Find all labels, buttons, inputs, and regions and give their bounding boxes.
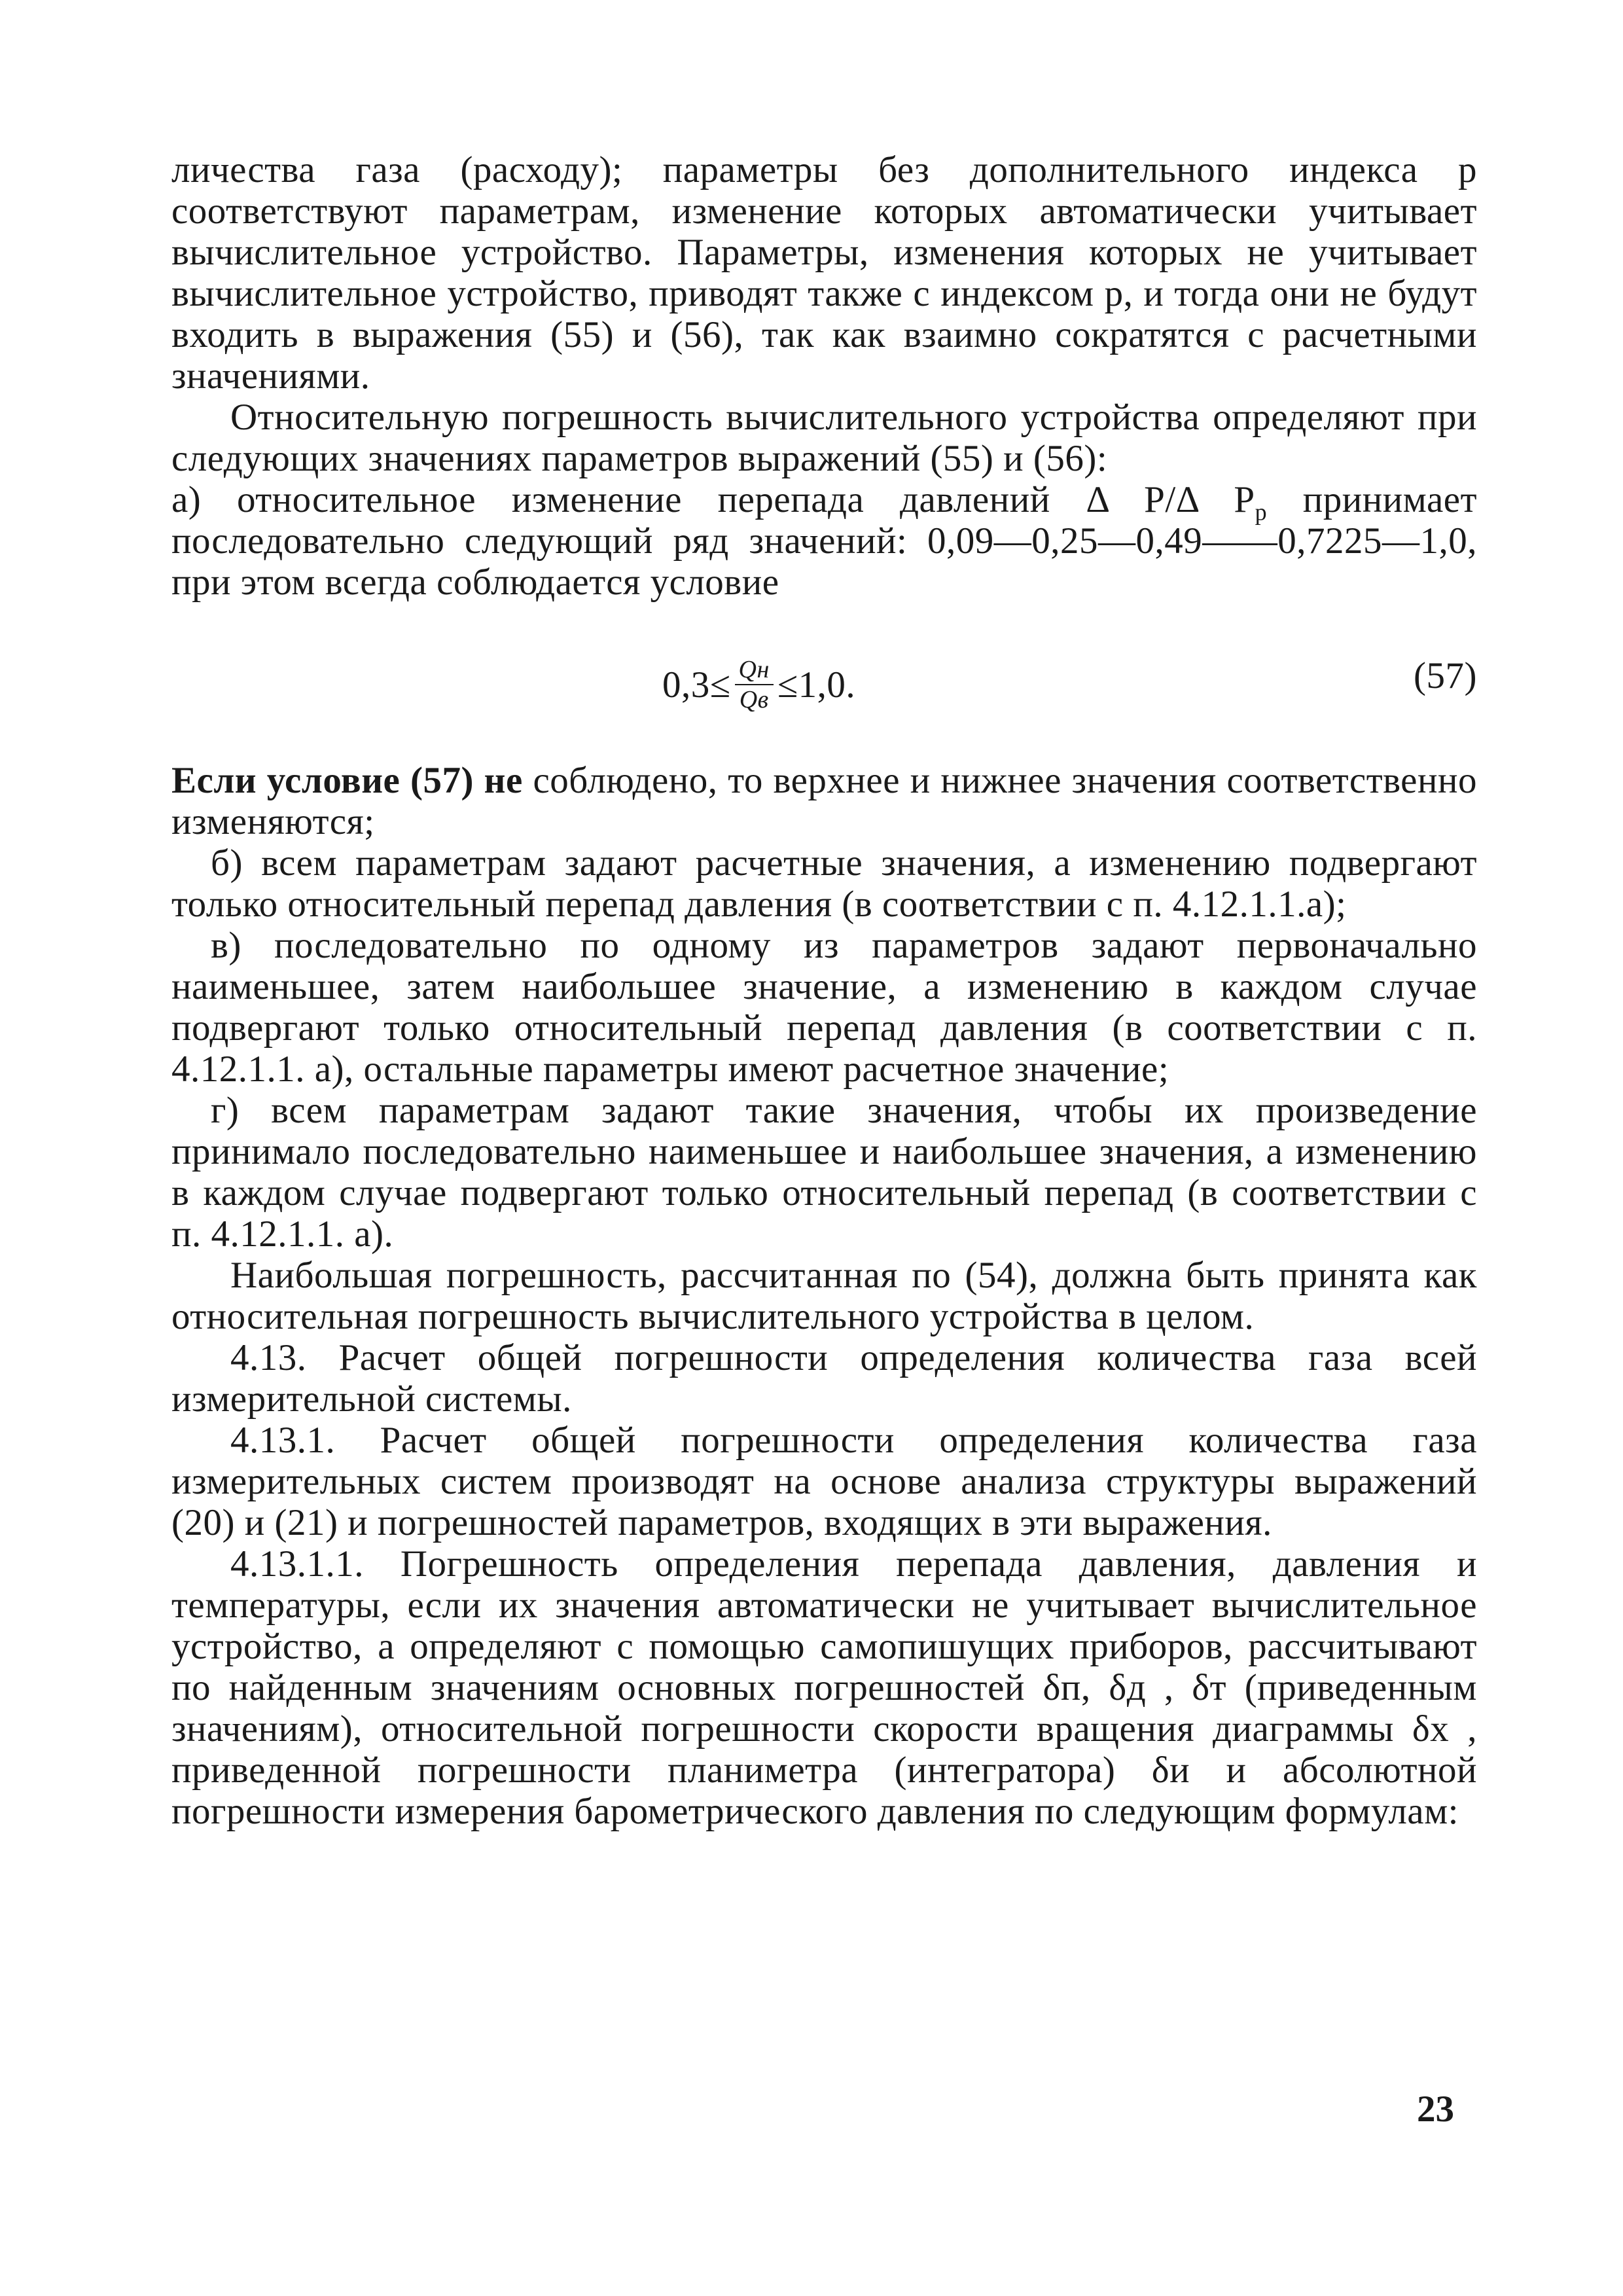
document-body	[171, 149, 1477, 1832]
list-item-b: б) всем параметрам задают расчетные значения, а изменению подвергают только относительный перепад давления (в соответствии с п. 4.12.1.1.а);	[171, 842, 1477, 925]
list-item-a-subscript: р	[1255, 499, 1268, 526]
condition-text-2: соблюдено, то верхнее и нижнее значения соответственно изменяются;	[171, 760, 1477, 842]
page-number: 23	[1417, 2089, 1454, 2130]
paragraph-max-error: Наибольшая погрешность, рассчитанная по (54), должна быть принята как относительная погрешность вычислительного устройства в целом.	[171, 1255, 1477, 1337]
formula-expression	[662, 655, 855, 714]
formula-denominator: Qв	[739, 686, 769, 713]
condition-text-1: Если условие (57)	[171, 760, 484, 801]
list-item-a-text-1: а) относительное изменение перепада давлений Δ P/Δ P	[171, 479, 1255, 520]
condition-bold: не	[484, 760, 523, 801]
section-4-13-1-1: 4.13.1.1. Погрешность определения перепада давления, давления и температуры, если их значения автоматически не учитывает вычислительное устройство, а определяют с помощью самопишущих приборов, рассчитывают по найденным значениям основных погрешностей δп, δд , δт (приведенным значениям), относительной погрешности скорости вращения диаграммы δx , приведенной погрешности планиметра (интегратора) δи и абсолютной погрешности измерения барометрического давления по следующим формулам:	[171, 1543, 1477, 1832]
formula-number: (57)	[1414, 655, 1477, 696]
formula-left: 0,3≤	[662, 664, 731, 706]
list-item-g: г) всем параметрам задают такие значения, чтобы их произведение принимало последовательно наименьшее и наибольшее значения, а изменению в каждом случае подвергают только относительный перепад (в соответствии с п. 4.12.1.1. а).	[171, 1090, 1477, 1255]
paragraph-continued: личества газа (расходу); параметры без дополнительного индекса р соответствуют параметрам, изменение которых автоматически учитывает вычислительное устройство. Параметры, изменения которых не учитывает вычислительное устройство, приводят также с индексом р, и тогда они не будут входить в выражения (55) и (56), так как взаимно сократятся с расчетными значениями.	[171, 149, 1477, 397]
paragraph-relative-error: Относительную погрешность вычислительного устройства определяют при следующих значениях параметров выражений (55) и (56):	[171, 397, 1477, 479]
list-item-a-text-2: принимает последовательно следующий ряд значений: 0,09—0,25—0,49——0,7225—1,0, при этом всегда соблюдается условие	[171, 479, 1477, 603]
list-item-v: в) последовательно по одному из параметров задают первоначально наименьшее, затем наибольшее значение, а изменению в каждом случае подвергают только относительный перепад давления (в соответствии с п. 4.12.1.1. а), остальные параметры имеют расчетное значение;	[171, 925, 1477, 1090]
formula-numerator: Qн	[735, 655, 774, 685]
section-4-13-1: 4.13.1. Расчет общей погрешности определения количества газа измерительных систем производят на основе анализа структуры выражений (20) и (21) и погрешностей параметров, входящих в эти выражения.	[171, 1420, 1477, 1543]
list-item-a	[171, 479, 1477, 603]
formula-right: ≤1,0.	[777, 664, 856, 706]
section-4-13-heading: 4.13. Расчет общей погрешности определения количества газа всей измерительной системы.	[171, 1337, 1477, 1420]
formula-57	[171, 629, 1477, 740]
formula-fraction	[735, 655, 774, 714]
paragraph-condition	[171, 760, 1477, 842]
